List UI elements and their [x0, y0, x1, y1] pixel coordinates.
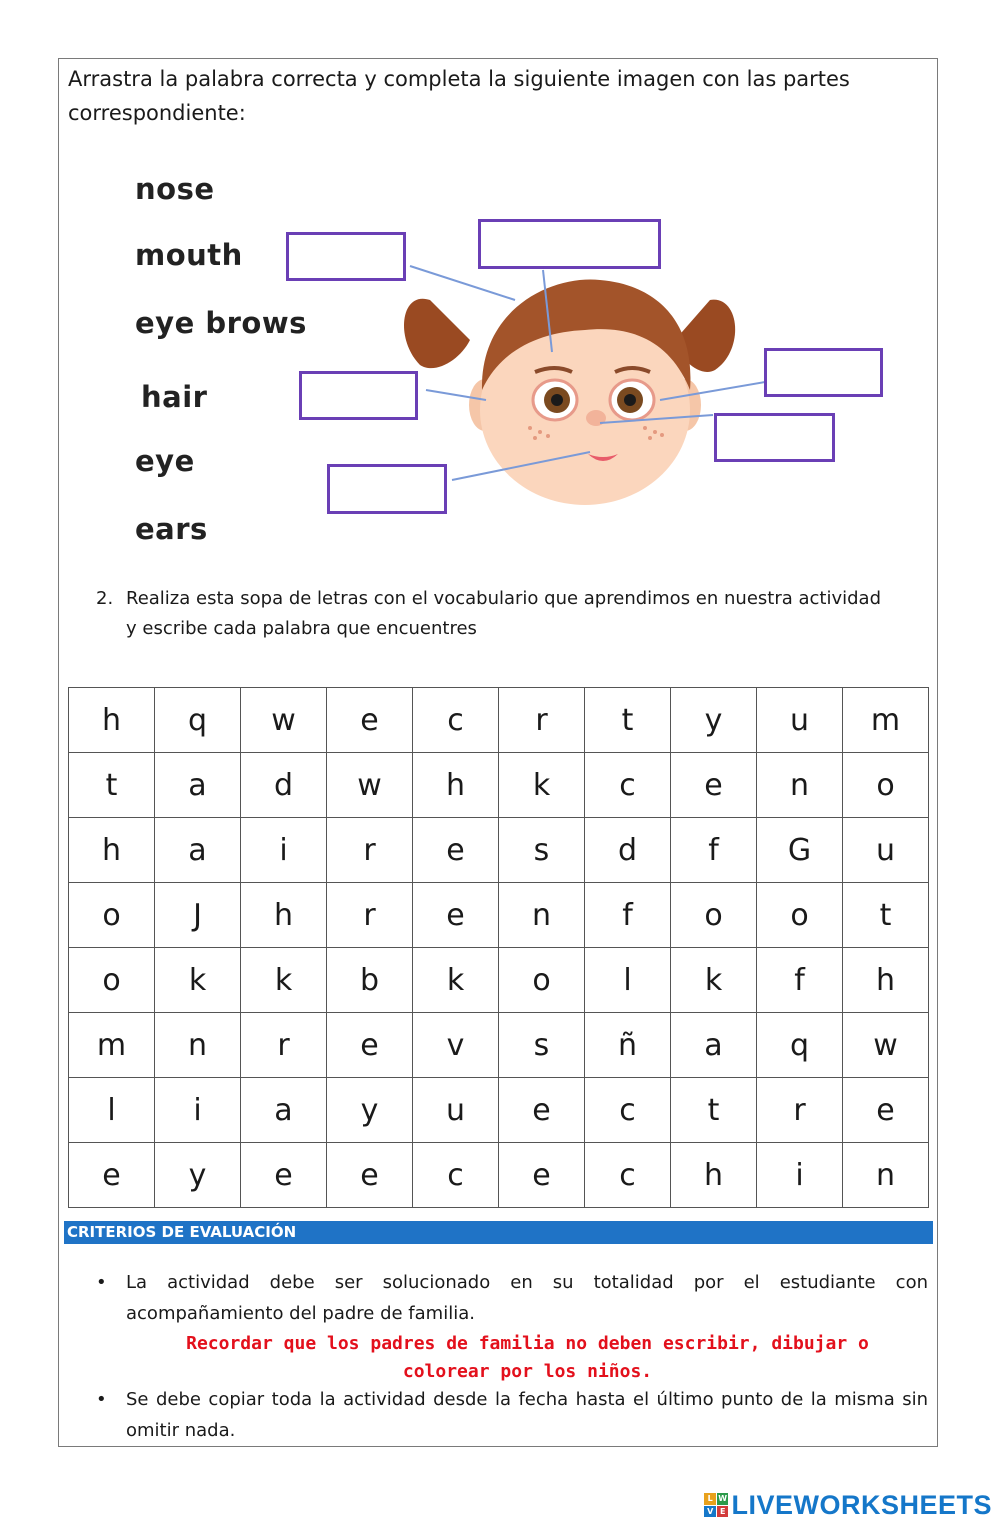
grid-cell[interactable]: u	[843, 818, 929, 883]
grid-cell[interactable]: n	[843, 1143, 929, 1208]
logo-letter: L	[704, 1493, 716, 1505]
grid-cell[interactable]: k	[155, 948, 241, 1013]
right-pupil	[624, 394, 636, 406]
grid-cell[interactable]: y	[155, 1143, 241, 1208]
grid-cell[interactable]: n	[155, 1013, 241, 1078]
grid-cell[interactable]: b	[327, 948, 413, 1013]
parents-note: Recordar que los padres de familia no deben escribir, dibujar o colorear por los niños.	[186, 1333, 869, 1382]
grid-cell[interactable]: h	[69, 688, 155, 753]
grid-cell[interactable]: q	[757, 1013, 843, 1078]
left-pigtail	[404, 299, 470, 368]
grid-cell[interactable]: a	[155, 818, 241, 883]
grid-cell[interactable]: c	[585, 1078, 671, 1143]
grid-cell[interactable]: e	[499, 1143, 585, 1208]
grid-cell[interactable]: e	[413, 883, 499, 948]
grid-cell[interactable]: h	[671, 1143, 757, 1208]
exercise1-instruction: Arrastra la palabra correcta y completa la siguiente imagen con las partes correspondiente:	[68, 67, 850, 125]
liveworksheets-brand	[704, 1490, 992, 1520]
grid-cell[interactable]: w	[843, 1013, 929, 1078]
grid-cell[interactable]: o	[69, 883, 155, 948]
grid-cell[interactable]: k	[499, 753, 585, 818]
grid-cell[interactable]: a	[671, 1013, 757, 1078]
grid-cell[interactable]: r	[499, 688, 585, 753]
grid-cell[interactable]: t	[671, 1078, 757, 1143]
grid-cell[interactable]: n	[499, 883, 585, 948]
word-eye[interactable]: eye	[135, 444, 195, 478]
grid-row	[69, 818, 929, 883]
grid-cell[interactable]: e	[843, 1078, 929, 1143]
drop-box-1[interactable]	[286, 232, 406, 281]
grid-cell[interactable]: i	[757, 1143, 843, 1208]
grid-row	[69, 1143, 929, 1208]
grid-cell[interactable]: d	[585, 818, 671, 883]
grid-row	[69, 1013, 929, 1078]
grid-cell[interactable]: c	[585, 753, 671, 818]
grid-cell[interactable]: n	[757, 753, 843, 818]
word-ears[interactable]: ears	[135, 512, 208, 546]
grid-cell[interactable]: t	[843, 883, 929, 948]
grid-cell[interactable]: t	[585, 688, 671, 753]
grid-row	[69, 688, 929, 753]
bullet-icon: •	[96, 1389, 107, 1410]
grid-cell[interactable]: r	[241, 1013, 327, 1078]
grid-cell[interactable]: h	[843, 948, 929, 1013]
logo-letter: E	[717, 1506, 729, 1518]
grid-cell[interactable]: o	[499, 948, 585, 1013]
criteria-bullet-1	[96, 1267, 928, 1329]
grid-cell[interactable]: u	[413, 1078, 499, 1143]
brand-name: LIVEWORKSHEETS	[731, 1489, 992, 1520]
grid-cell[interactable]: e	[413, 818, 499, 883]
logo-letter: V	[704, 1506, 716, 1518]
grid-cell[interactable]: c	[413, 688, 499, 753]
grid-cell[interactable]: k	[671, 948, 757, 1013]
word-hair[interactable]: hair	[141, 380, 208, 414]
drop-box-2[interactable]	[478, 219, 661, 269]
grid-cell[interactable]: e	[671, 753, 757, 818]
bullet-icon: •	[96, 1272, 107, 1293]
grid-cell[interactable]: d	[241, 753, 327, 818]
grid-cell[interactable]: w	[327, 753, 413, 818]
grid-row	[69, 1078, 929, 1143]
grid-cell[interactable]: a	[241, 1078, 327, 1143]
grid-cell[interactable]: q	[155, 688, 241, 753]
grid-cell[interactable]: a	[155, 753, 241, 818]
grid-cell[interactable]: h	[413, 753, 499, 818]
word-eye-brows[interactable]: eye brows	[135, 306, 307, 340]
grid-cell[interactable]: o	[757, 883, 843, 948]
grid-cell[interactable]: y	[671, 688, 757, 753]
grid-cell[interactable]: e	[327, 1143, 413, 1208]
grid-row	[69, 948, 929, 1013]
grid-cell[interactable]: e	[327, 688, 413, 753]
left-pupil	[551, 394, 563, 406]
grid-cell[interactable]: f	[757, 948, 843, 1013]
criteria-bullet-1-text: La actividad debe ser solucionado en su totalidad por el estudiante con acompañamiento del padre de familia.	[126, 1272, 928, 1324]
grid-row	[69, 883, 929, 948]
grid-cell[interactable]: l	[69, 1078, 155, 1143]
grid-cell[interactable]: v	[413, 1013, 499, 1078]
grid-cell[interactable]: u	[757, 688, 843, 753]
grid-cell[interactable]: o	[69, 948, 155, 1013]
grid-cell[interactable]: y	[327, 1078, 413, 1143]
grid-cell[interactable]: w	[241, 688, 327, 753]
grid-cell[interactable]: r	[327, 883, 413, 948]
exercise2-number: 2.	[96, 588, 114, 609]
grid-cell[interactable]: e	[241, 1143, 327, 1208]
word-nose[interactable]: nose	[135, 172, 215, 206]
exercise2-instruction: Realiza esta sopa de letras con el vocabulario que aprendimos en nuestra actividad y escribe cada palabra que encuentres	[126, 588, 881, 639]
drop-box-5[interactable]	[714, 413, 835, 462]
grid-cell[interactable]: G	[757, 818, 843, 883]
grid-cell[interactable]: o	[671, 883, 757, 948]
grid-cell[interactable]: s	[499, 1013, 585, 1078]
grid-cell[interactable]: f	[671, 818, 757, 883]
grid-cell[interactable]: i	[155, 1078, 241, 1143]
grid-cell[interactable]: e	[327, 1013, 413, 1078]
grid-cell[interactable]: r	[757, 1078, 843, 1143]
drop-box-6[interactable]	[327, 464, 447, 514]
grid-cell[interactable]: c	[413, 1143, 499, 1208]
grid-cell[interactable]: t	[69, 753, 155, 818]
grid-cell[interactable]: r	[327, 818, 413, 883]
grid-cell[interactable]: o	[843, 753, 929, 818]
exercise2-instruction-block	[96, 584, 896, 644]
criteria-bullet-2	[96, 1384, 928, 1446]
grid-cell[interactable]: f	[585, 883, 671, 948]
criteria-header: CRITERIOS DE EVALUACIÓN	[64, 1221, 933, 1244]
nose	[586, 410, 606, 426]
grid-row	[69, 753, 929, 818]
grid-cell[interactable]: e	[69, 1143, 155, 1208]
drop-box-4[interactable]	[299, 371, 418, 420]
grid-cell[interactable]: s	[499, 818, 585, 883]
criteria-bullet-2-text: Se debe copiar toda la actividad desde la fecha hasta el último punto de la misma sin omitir nada.	[126, 1389, 928, 1441]
grid-cell[interactable]: m	[843, 688, 929, 753]
grid-cell[interactable]: k	[413, 948, 499, 1013]
grid-cell[interactable]: h	[241, 883, 327, 948]
grid-cell[interactable]: J	[155, 883, 241, 948]
logo-letter: W	[718, 1494, 728, 1503]
word-search-grid	[68, 687, 929, 1208]
grid-cell[interactable]: i	[241, 818, 327, 883]
drop-box-3[interactable]	[764, 348, 883, 397]
grid-cell[interactable]: e	[499, 1078, 585, 1143]
grid-cell[interactable]: ñ	[585, 1013, 671, 1078]
grid-cell[interactable]: m	[69, 1013, 155, 1078]
word-mouth[interactable]: mouth	[135, 238, 243, 272]
grid-cell[interactable]: l	[585, 948, 671, 1013]
liveworksheets-logo-icon	[704, 1493, 728, 1517]
grid-cell[interactable]: c	[585, 1143, 671, 1208]
grid-cell[interactable]: k	[241, 948, 327, 1013]
girl-face-illustration	[400, 270, 740, 510]
grid-cell[interactable]: h	[69, 818, 155, 883]
